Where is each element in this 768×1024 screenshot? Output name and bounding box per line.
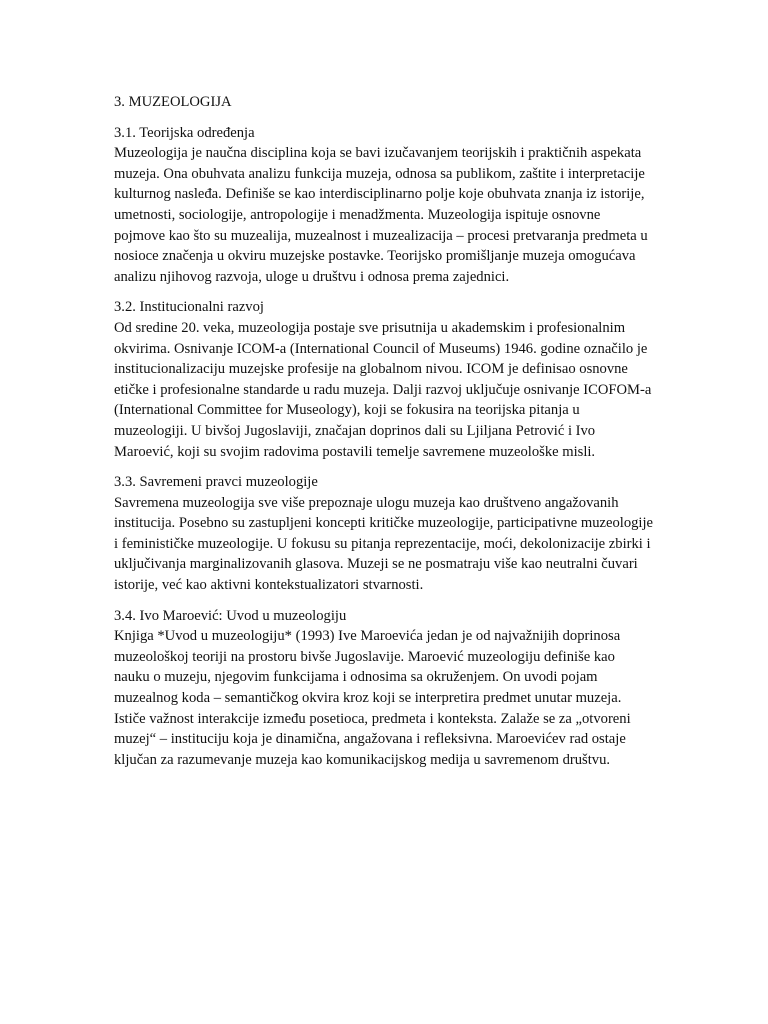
section-heading: 3.2. Institucionalni razvoj — [114, 299, 264, 316]
section-paragraph: Savremena muzeologija sve više prepoznaje ulogu muzeja kao društveno angažovanih institucija. Posebno su zastupljeni koncepti kritičke muzeologije, participativne muzeologije i feminističke muzeologije. U fokusu su pitanja reprezentacije, moći, dekolonizacije zbirki i uključivanja marginalizovanih glasova. Muzeji se ne posmatraju više kao neutralni čuvari istorije, već kao aktivni kontekstualizatori stvarnosti. — [114, 494, 654, 594]
document-title: 3. MUZEOLOGIJA — [114, 94, 232, 110]
section-paragraph: Knjiga *Uvod u muzeologiju* (1993) Ive Maroevića jedan je od najvažnijih doprinosa muzeološkoj teoriji na prostoru bivše Jugoslavije. Maroević muzeologiju definiše kao nauku o muzeju, njegovim funkcijama i odnosima sa okruženjem. On uvodi pojam muzealnog koda – semantičkog okvira kroz koji se interpretira predmet unutar muzeja. Ističe važnost interakcije između posetioca, predmeta i konteksta. Zalaže se za „otvoreni muzej“ – instituciju koja je dinamična, angažovana i refleksivna. Maroevićev rad ostaje ključan za razumevanje muzeja kao komunikacijskog medija u savremenom društvu. — [114, 628, 631, 768]
section-paragraph: Muzeologija je naučna disciplina koja se bavi izučavanjem teorijskih i praktičnih aspekata muzeja. Ona obuhvata analizu funkcija muzeja, odnosa sa publikom, zaštite i interpretacije kulturnog nasleđa. Definiše se kao interdisciplinarno polje koje obuhvata znanja iz istorije, umetnosti, sociologije, antropologije i menadžmenta. Muzeologija ispituje osnovne pojmove kao što su muzealija, muzealnost i muzealizacija – procesi pretvaranja predmeta u nosioce značenja u okviru muzejske postavke. Teorijsko promišljanje muzeja omogućava analizu njihovog razvoja, uloge u društvu i odnosa prema zajednici. — [114, 145, 648, 285]
section-ivo-maroevic — [114, 606, 654, 771]
section-heading: 3.3. Savremeni pravci muzeologije — [114, 474, 318, 491]
section-heading: 3.4. Ivo Maroević: Uvod u muzeologiju — [114, 607, 347, 624]
document-page — [114, 92, 654, 780]
section-institucionalni-razvoj — [114, 297, 654, 462]
section-heading: 3.1. Teorijska određenja — [114, 124, 255, 141]
section-paragraph: Od sredine 20. veka, muzeologija postaje sve prisutnija u akademskim i profesionalnim okvirima. Osnivanje ICOM-a (International Council of Museums) 1946. godine označilo je institucionalizaciju muzejske profesije na globalnom nivou. ICOM je definisao osnovne etičke i profesionalne standarde u radu muzeja. Dalji razvoj uključuje osnivanje ICOFOM-a (International Committee for Museology), koji se fokusira na teorijska pitanja u muzeologiji. U bivšoj Jugoslaviji, značajan doprinos dali su Ljiljana Petrović i Ivo Maroević, koji su svojim radovima postavili temelje savremene muzeološke misli. — [114, 319, 652, 460]
section-savremeni-pravci — [114, 472, 654, 596]
section-teorijska-odredjenja — [114, 123, 654, 288]
